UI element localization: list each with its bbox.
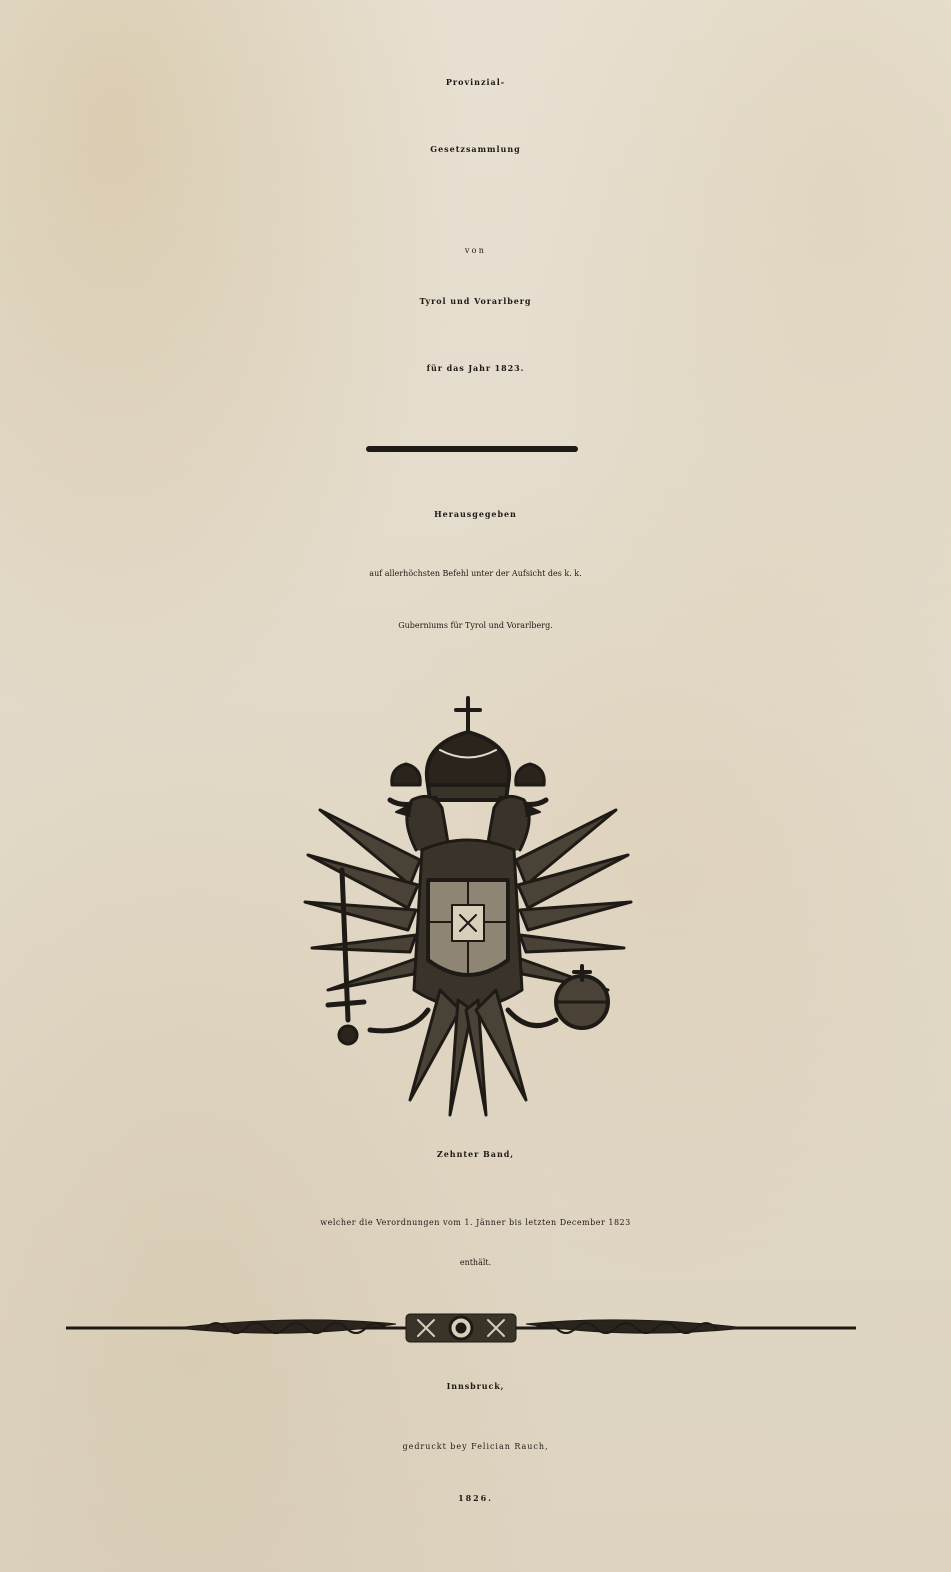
decorative-divider [66,1310,856,1346]
volume-description-line-1: welcher die Verordnungen vom 1. Jänner bis letzten December 1823 [320,1218,631,1227]
volume-title: Zehnter Band, [436,1149,515,1159]
title-line-gesetzsammlung: Gesetzsammlung [430,144,521,154]
volume-description-line-2: enthält. [459,1258,492,1267]
imprint-printer: gedruckt bey Felician Rauch, [402,1442,549,1451]
title-line-year: für das Jahr 1823. [426,363,525,373]
publisher-heading: Herausgegeben [434,509,517,519]
publisher-line-1: auf allerhöchsten Befehl unter der Aufsicht des k. k. [369,569,582,578]
title-divider-rule [366,446,578,452]
double-headed-eagle-icon [300,690,640,1120]
title-line-von: von [464,246,487,255]
title-line-provinzial: Provinzial- [445,77,506,87]
title-line-region: Tyrol und Vorarlberg [419,296,532,306]
imprint-year: 1826. [458,1493,493,1503]
publisher-line-2: Guberniums für Tyrol und Vorarlberg. [398,621,553,630]
imprint-place: Innsbruck, [446,1381,505,1391]
